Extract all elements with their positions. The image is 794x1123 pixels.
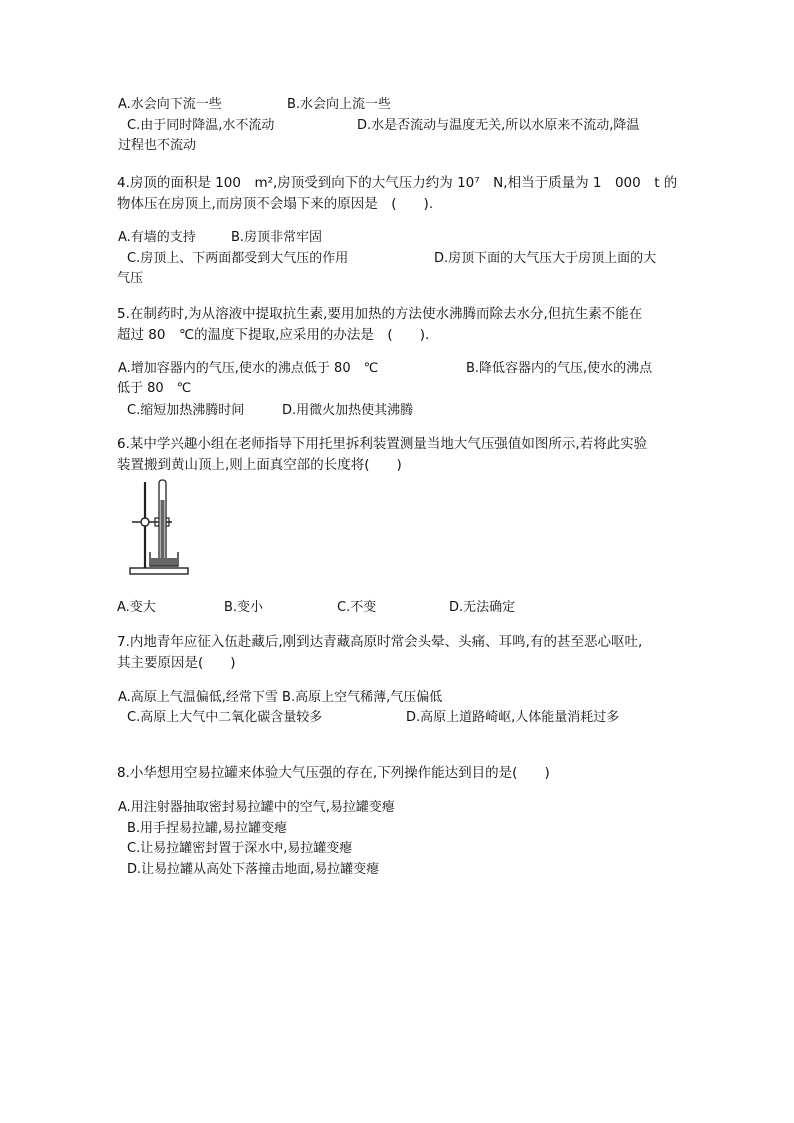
clamp-knob	[141, 518, 149, 526]
stand-base	[130, 568, 188, 574]
q4-stem-line1: 4.房顶的面积是 100 m²,房顶受到向下的大气压力约为 10⁷ N,相当于质量为 1 000 t 的	[117, 175, 678, 191]
q5-stem-line1: 5.在制药时,为从溶液中提取抗生素,要用加热的方法使水沸腾而除去水分,但抗生素不能在	[117, 306, 643, 322]
q6-stem-line2: 装置搬到黄山顶上,则上面真空部的长度将( )	[117, 457, 402, 473]
q3-option-d-line2: 过程也不流动	[118, 138, 197, 153]
q8-option-b: B.用手捏易拉罐,易拉罐变瘪	[127, 821, 288, 836]
torricelli-apparatus-figure	[128, 476, 192, 578]
q8-option-c: C.让易拉罐密封置于深水中,易拉罐变瘪	[127, 841, 353, 856]
q6-option-a: A.变大	[117, 600, 156, 615]
q5-option-c: C.缩短加热沸腾时间	[127, 403, 245, 418]
q6-option-c: C.不变	[337, 600, 377, 615]
trough-mercury	[151, 558, 177, 566]
q8-option-d: D.让易拉罐从高处下落撞击地面,易拉罐变瘪	[127, 862, 380, 877]
q5-option-a: A.增加容器内的气压,使水的沸点低于 80 ℃	[118, 361, 379, 376]
q7-option-a-b: A.高原上气温偏低,经常下雪 B.高原上空气稀薄,气压偏低	[118, 690, 443, 705]
q7-stem-line2: 其主要原因是( )	[117, 655, 236, 671]
q5-stem-line2: 超过 80 ℃的温度下提取,应采用的办法是 ( ).	[117, 327, 430, 343]
q7-option-d: D.高原上道路崎岖,人体能量消耗过多	[406, 710, 620, 725]
q5-option-b-line1: B.降低容器内的气压,使水的沸点	[466, 361, 653, 376]
q3-option-c: C.由于同时降温,水不流动	[127, 118, 275, 133]
q5-option-d: D.用微火加热使其沸腾	[282, 403, 414, 418]
q6-option-d: D.无法确定	[449, 600, 516, 615]
q8-stem: 8.小华想用空易拉罐来体验大气压强的存在,下列操作能达到目的是( )	[117, 765, 550, 781]
mercury-column	[161, 500, 165, 564]
q5-option-b-line2: 低于 80 ℃	[117, 381, 192, 396]
q7-stem-line1: 7.内地青年应征入伍赴藏后,刚到达青藏高原时常会头晕、头痛、耳鸣,有的甚至恶心呕吐,	[117, 634, 643, 650]
q4-option-d-line2: 气压	[117, 271, 144, 286]
q7-option-c: C.高原上大气中二氧化碳含量较多	[127, 710, 323, 725]
q3-option-b: B.水会向上流一些	[287, 97, 392, 112]
q4-option-c: C.房顶上、下两面都受到大气压的作用	[127, 251, 349, 266]
q4-option-a: A.有墙的支持	[118, 230, 196, 245]
q4-stem-line2: 物体压在房顶上,而房顶不会塌下来的原因是 ( ).	[117, 196, 434, 212]
q4-option-d-line1: D.房顶下面的大气压大于房顶上面的大	[434, 251, 657, 266]
q8-option-a: A.用注射器抽取密封易拉罐中的空气,易拉罐变瘪	[118, 800, 395, 815]
q3-option-d-line1: D.水是否流动与温度无关,所以水原来不流动,降温	[357, 118, 640, 133]
q4-option-b: B.房顶非常牢固	[231, 230, 323, 245]
q6-option-b: B.变小	[224, 600, 264, 615]
q3-option-a: A.水会向下流一些	[118, 97, 222, 112]
q6-stem-line1: 6.某中学兴趣小组在老师指导下用托里拆利装置测量当地大气压强值如图所示,若将此实验	[117, 436, 648, 452]
